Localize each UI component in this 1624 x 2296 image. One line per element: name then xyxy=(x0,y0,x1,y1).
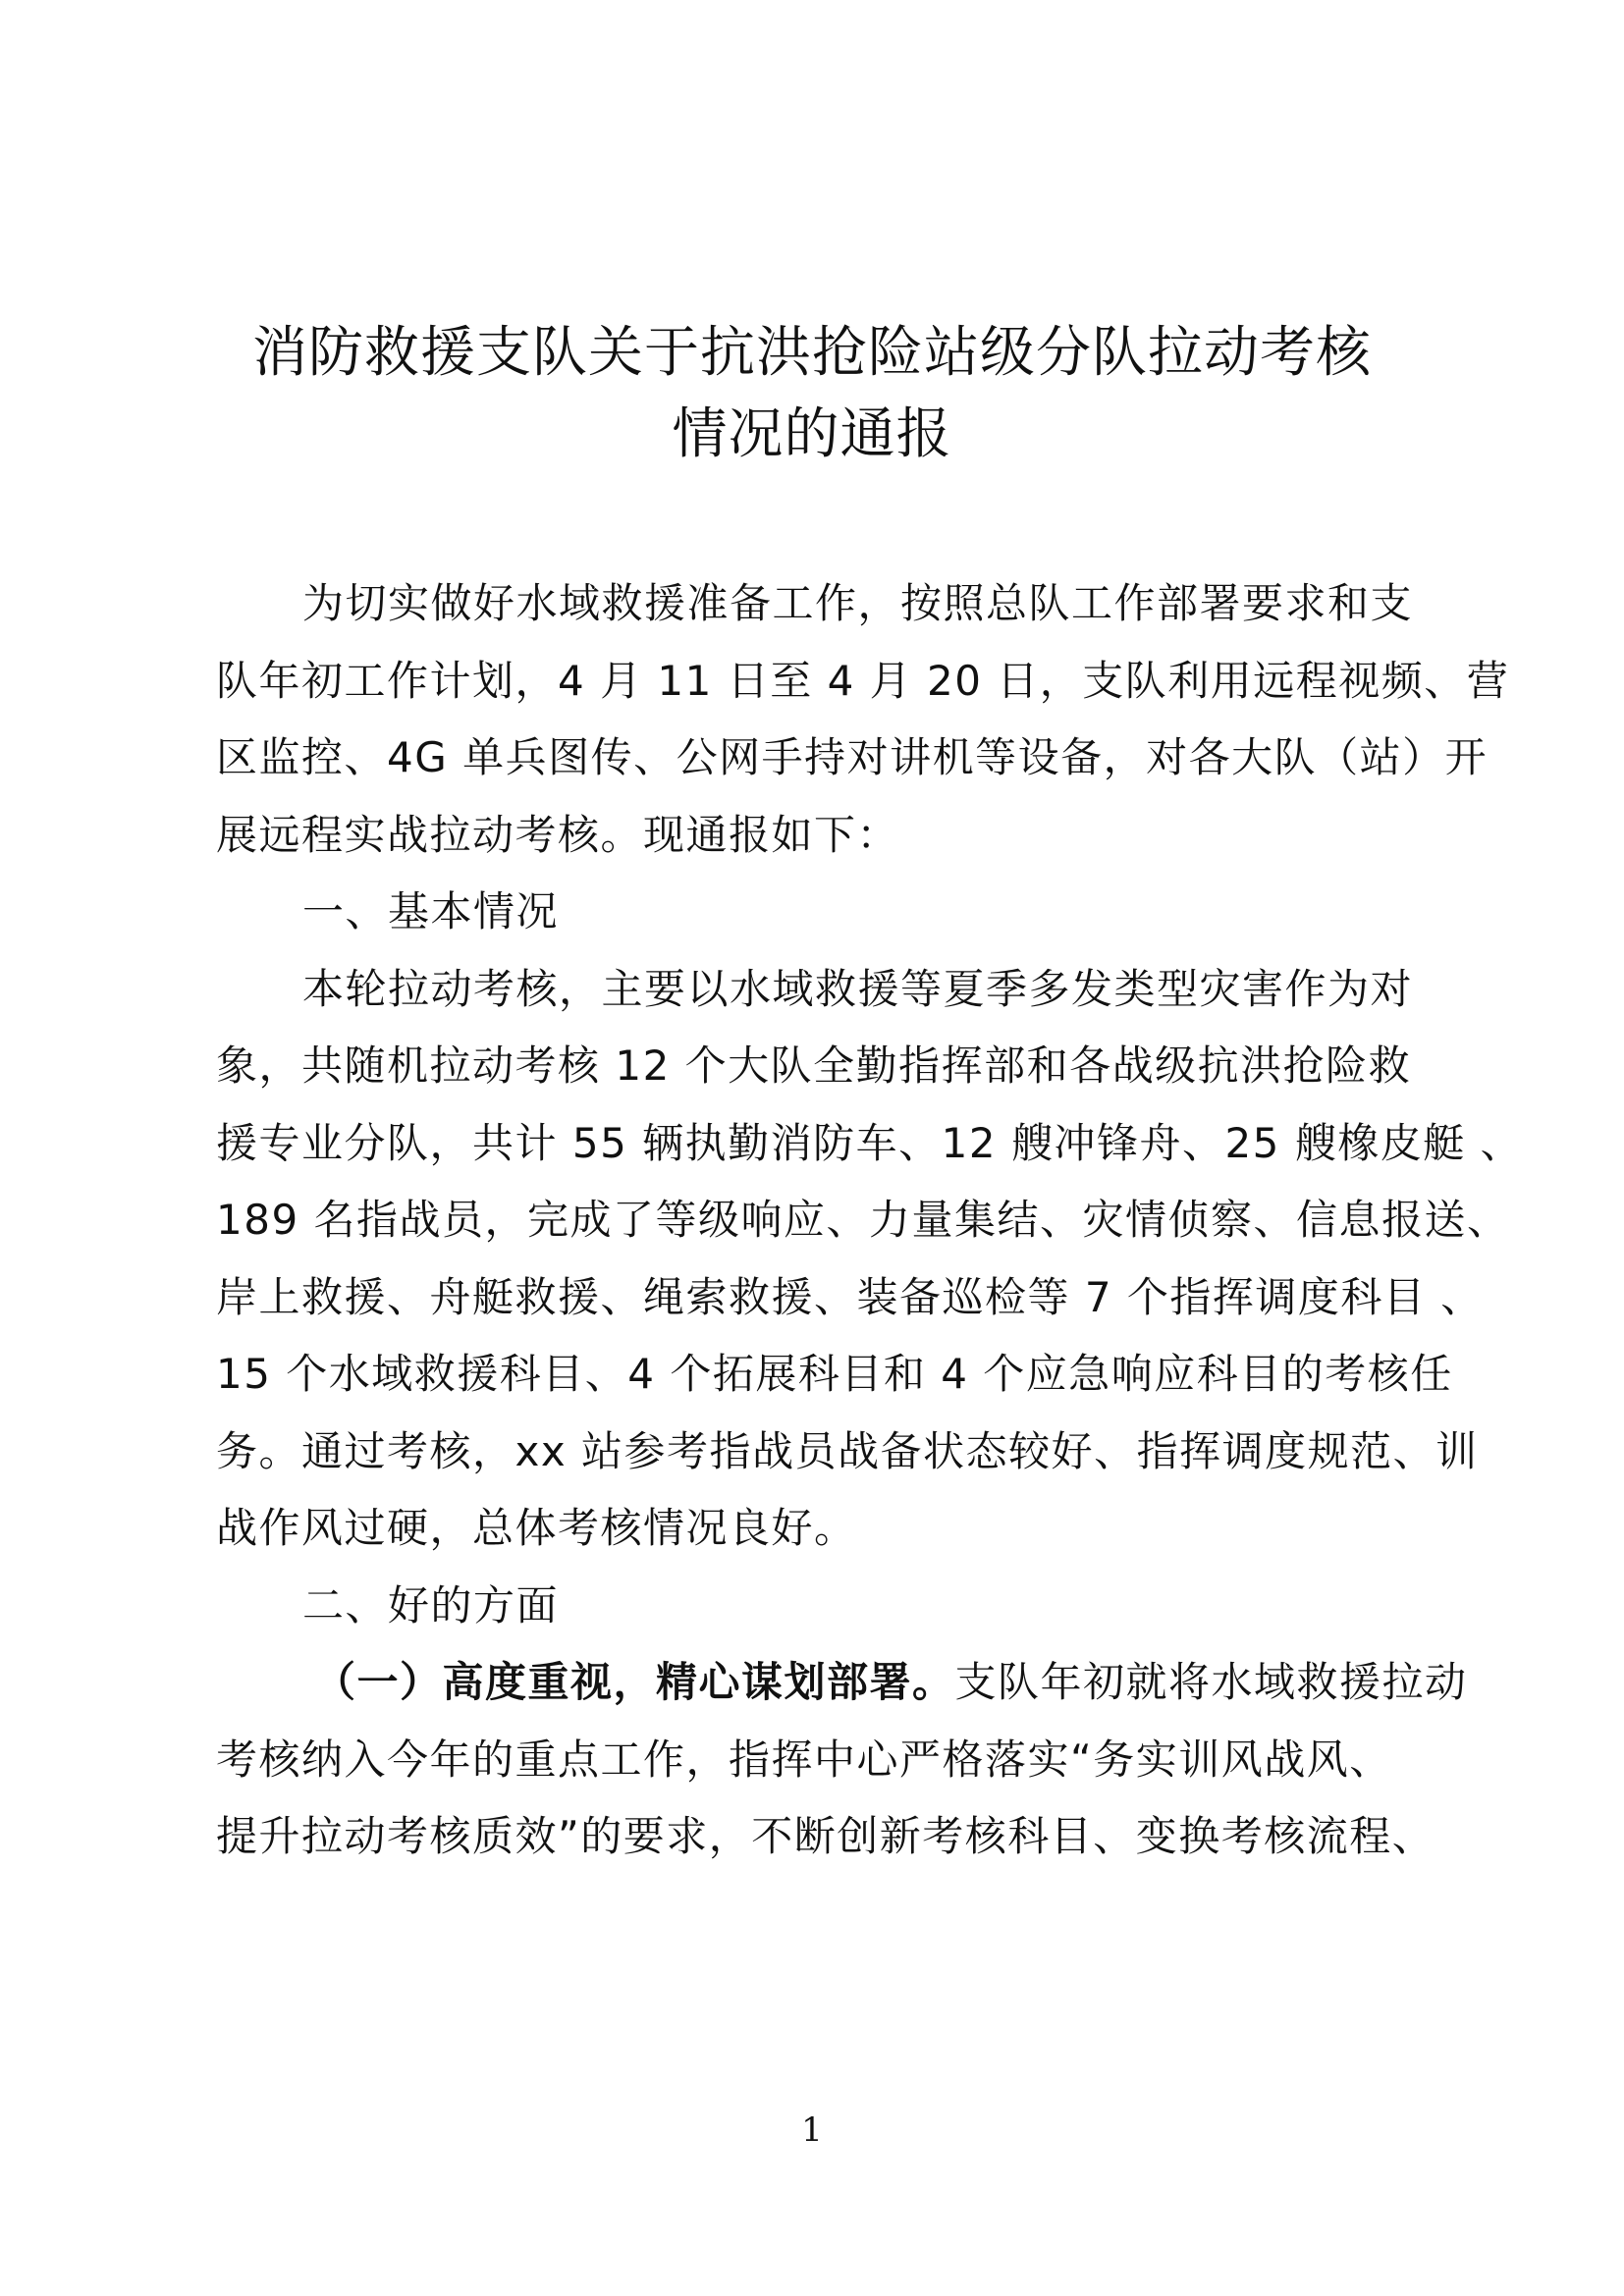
paragraph-line: 展远程实战拉动考核。现通报如下： xyxy=(216,810,900,859)
section-heading-basic-situation: 一、基本情况 xyxy=(302,887,560,935)
paragraph-line: 15 个水域救援科目、4 个拓展科目和 4 个应急响应科目的考核任 xyxy=(216,1350,1453,1398)
paragraph-line: 务。通过考核，xx 站参考指战员战备状态较好、指挥调度规范、训 xyxy=(216,1426,1479,1475)
title-line-1: 消防救援支队关于抗洪抢险站级分队拉动考核 xyxy=(252,321,1372,385)
subsection-line xyxy=(216,1644,1468,1722)
paragraph-line: 援专业分队，共计 55 辆执勤消防车、12 艘冲锋舟、25 艘橡皮艇 、 xyxy=(216,1118,1524,1167)
document-title xyxy=(196,312,1428,475)
paragraph-line: 战作风过硬，总体考核情况良好。 xyxy=(216,1504,857,1552)
paragraph-line: 队年初工作计划，4 月 11 日至 4 月 20 日，支队利用远程视频、营 xyxy=(216,656,1510,705)
paragraph-line: 为切实做好水域救援准备工作，按照总队工作部署要求和支 xyxy=(302,579,1414,627)
paragraph-line: 岸上救援、舟艇救援、绳索救援、装备巡检等 7 个指挥调度科目 、 xyxy=(216,1272,1484,1321)
paragraph-line: 象，共随机拉动考核 12 个大队全勤指挥部和各战级抗洪抢险救 xyxy=(216,1041,1412,1090)
page-number: 1 xyxy=(801,2110,823,2150)
paragraph-line: 本轮拉动考核，主要以水域救援等夏季多发类型灾害作为对 xyxy=(302,964,1414,1013)
section-heading-good-aspects: 二、好的方面 xyxy=(302,1580,560,1629)
paragraph-line: 提升拉动考核质效”的要求，不断创新考核科目、变换考核流程、 xyxy=(216,1812,1435,1860)
title-line-2: 情况的通报 xyxy=(672,402,952,466)
document-body xyxy=(216,565,1524,1876)
paragraph-line: 区监控、4G 单兵图传、公网手持对讲机等设备，对各大队（站）开 xyxy=(216,733,1489,781)
subsection-heading: （一）高度重视，精心谋划部署。 xyxy=(314,1658,955,1706)
paragraph-line: 189 名指战员，完成了等级响应、力量集结、灾情侦察、信息报送、 xyxy=(216,1196,1510,1244)
subsection-text: 支队年初就将水域救援拉动 xyxy=(954,1658,1468,1706)
paragraph-line: 考核纳入今年的重点工作，指挥中心严格落实“务实训风战风、 xyxy=(216,1735,1392,1784)
